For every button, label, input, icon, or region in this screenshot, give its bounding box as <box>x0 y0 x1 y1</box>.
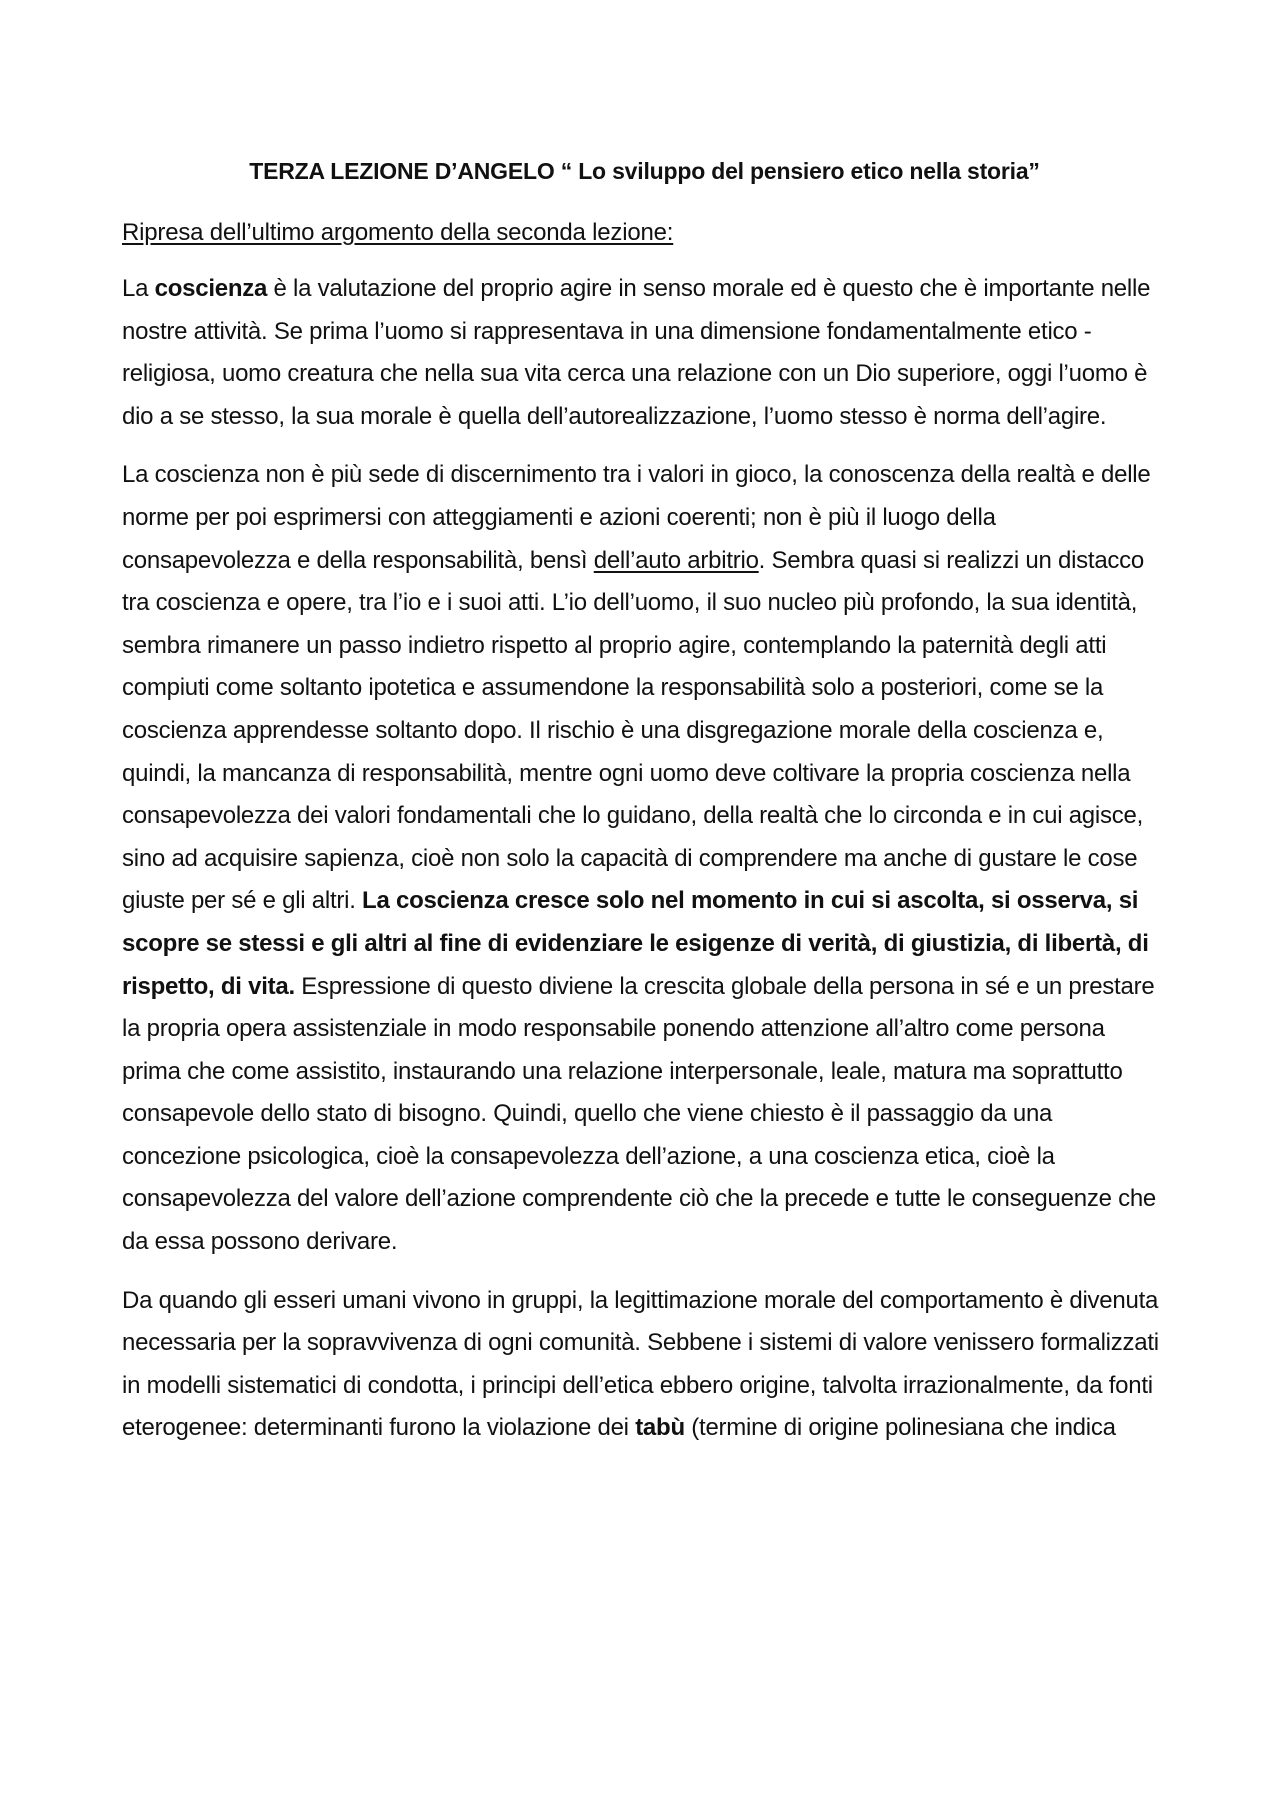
paragraph-1-text: è la valutazione del proprio agire in senso morale ed è questo che è importante nelle nostre attività. Se prima l’uomo si rappresentava in una dimensione fondamentalmente etico - religiosa, uomo creatura che nella sua vita cerca una relazione con un Dio superiore, oggi l’uomo è dio a se stesso, la sua morale è quella dell’autorealizzazione, l’uomo stesso è norma dell’agire. <box>122 275 1151 430</box>
paragraph-coscienza <box>122 268 1167 438</box>
paragraph-2-underlined-term: dell’auto arbitrio <box>593 546 759 574</box>
paragraph-3-text: (termine di origine polinesiana che indica <box>684 1414 1116 1442</box>
paragraph-1-text: La <box>122 275 155 302</box>
paragraph-3-bold-term: tabù <box>635 1414 685 1442</box>
document-title: TERZA LEZIONE D’ANGELO “ Lo sviluppo del pensiero etico nella storia” <box>249 158 1040 184</box>
paragraph-2-text: . Sembra quasi si realizzi un distacco tra coscienza e opere, tra l’io e i suoi atti. L’io dell’uomo, il suo nucleo più profondo, la sua identità, sembra rimanere un passo indietro rispetto al proprio agire, contemplando la paternità degli atti compiuti come soltanto ipotetica e assumendone la responsabilità solo a posteriori, come se la coscienza apprendesse soltanto dopo. Il rischio è una disgregazione morale della coscienza e, quindi, la mancanza di responsabilità, mentre ogni uomo deve coltivare la propria coscienza nella consapevolezza dei valori fondamentali che lo guidano, della realtà che lo circonda e in cui agisce, sino ad acquisire sapienza, cioè non solo la capacità di comprendere ma anche di gustare le cose giuste per sé e gli altri. <box>122 546 1145 915</box>
paragraph-legittimazione <box>122 1280 1167 1450</box>
paragraph-2-text: Espressione di questo diviene la crescita globale della persona in sé e un prestare la propria opera assistenziale in modo responsabile ponendo attenzione all’altro come persona prima che come assistito, instaurando una relazione interpersonale, leale, matura ma soprattutto consapevole dello stato di bisogno. Quindi, quello che viene chiesto è il passaggio da una concezione psicologica, cioè la consapevolezza dell’azione, a una coscienza etica, cioè la consapevolezza del valore dell’azione comprendente ciò che la precede e tutte le conseguenze che da essa possono derivare. <box>122 972 1157 1256</box>
paragraph-1-bold-term: coscienza <box>154 275 268 302</box>
paragraph-2-text: La coscienza non è più sede di discernimento tra i valori in gioco, la conoscenza della realtà e delle norme per poi esprimersi con atteggiamenti e azioni coerenti; non è più il luogo della consapevolezza e della responsabilità, bensì <box>122 461 1151 574</box>
document-body <box>122 150 1167 1466</box>
paragraph-2-bold-statement: La coscienza cresce solo nel momento in cui si ascolta, si osserva, si scopre se stessi e gli altri al fine di evidenziare le esigenze di verità, di giustizia, di libertà, di rispetto, di vita. <box>122 887 1149 1000</box>
section-subtitle <box>122 212 1167 254</box>
section-subtitle-text: Ripresa dell’ultimo argomento della seconda lezione: <box>122 219 674 246</box>
paragraph-discernimento <box>122 454 1167 1263</box>
paragraph-3-text: Da quando gli esseri umani vivono in gruppi, la legittimazione morale del comportamento è divenuta necessaria per la sopravvivenza di ogni comunità. Sebbene i sistemi di valore venissero formalizzati in modelli sistematici di condotta, i principi dell’etica ebbero origine, talvolta irrazionalmente, da fonti eterogenee: determinanti furono la violazione dei <box>122 1286 1159 1442</box>
